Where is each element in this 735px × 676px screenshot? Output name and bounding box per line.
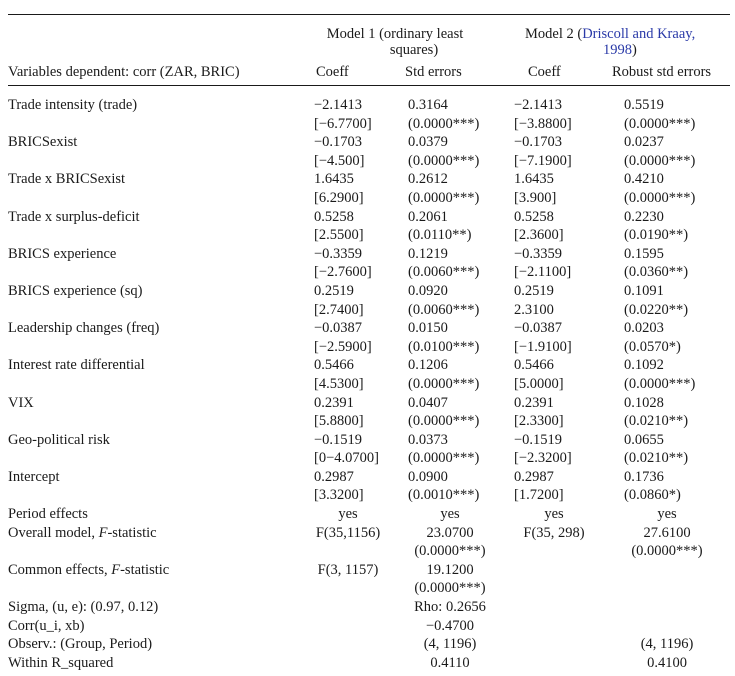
value-model1: 23.0700	[426, 524, 474, 541]
std-error-model2: (0.0210**)	[624, 450, 689, 467]
std-error-model2: (0.0000***)	[624, 115, 696, 132]
table-row	[8, 525, 730, 544]
std-error-model1: (0.0060***)	[408, 264, 480, 281]
std-error-model1: (0.0100***)	[408, 338, 480, 355]
table-row	[8, 413, 730, 432]
std-error-model1: 0.0373	[408, 431, 448, 448]
table-row	[8, 116, 730, 135]
table-row	[8, 153, 730, 172]
table-row	[8, 599, 730, 618]
std-error-model1: 0.2061	[408, 208, 448, 225]
table-row	[8, 543, 730, 562]
col-header-coeff-model1: Coeff	[316, 64, 349, 80]
table-row	[8, 171, 730, 190]
table-row	[8, 302, 730, 321]
model1-title-line1: Model 1 (ordinary least	[326, 26, 464, 42]
model2-title-suffix: )	[632, 42, 637, 58]
row-label: VIX	[8, 394, 34, 411]
coeff-model2: [−7.1900]	[514, 152, 572, 169]
coeff-model2: [1.7200]	[514, 487, 564, 504]
stat-model1	[300, 599, 396, 618]
std-error-model2: (0.0210**)	[624, 413, 689, 430]
coeff-model2: −2.1413	[514, 97, 563, 113]
coeff-model1: [−6.7700]	[314, 115, 372, 132]
row-label	[8, 153, 300, 172]
std-error-model2: (0.0360**)	[624, 264, 689, 281]
row-label: Interest rate differential	[8, 357, 145, 374]
row-label: Observ.: (Group, Period)	[8, 636, 153, 653]
coeff-model1: [6.2900]	[314, 189, 364, 206]
stat-model1	[300, 636, 396, 655]
std-error-model2: 0.5519	[624, 97, 664, 113]
std-error-model2: (0.0000***)	[624, 189, 696, 206]
stat-model2	[504, 618, 604, 637]
coeff-model2: [−2.3200]	[514, 450, 572, 467]
coeff-model2: [−2.1100]	[514, 264, 572, 281]
std-error-model1: (0.0010***)	[408, 487, 480, 504]
coeff-model1: 0.5258	[314, 208, 354, 225]
std-error-model2: 0.1028	[624, 394, 664, 411]
std-error-model1: (0.0000***)	[408, 375, 480, 392]
coeff-model2: [3.900]	[514, 189, 557, 206]
row-label: BRICSexist	[8, 134, 78, 151]
table-row	[8, 227, 730, 246]
std-error-model1: (0.0000***)	[408, 152, 480, 169]
row-label	[8, 227, 300, 246]
row-label-suffix: -statistic	[120, 561, 170, 578]
coeff-model2: −0.1703	[514, 134, 563, 151]
value-model2: 27.6100	[643, 524, 691, 541]
table-row	[8, 655, 730, 674]
coeff-model1: [3.3200]	[314, 487, 364, 504]
top-rule	[8, 14, 730, 15]
value-model1: −0.4700	[425, 617, 475, 634]
value-model1: 0.4110	[430, 654, 470, 671]
row-label-italic: F	[98, 524, 108, 541]
row-label	[8, 116, 300, 135]
std-error-model2: (0.0570*)	[624, 338, 681, 355]
std-error-model1: 0.0379	[408, 134, 448, 151]
coeff-model2: 0.2391	[514, 394, 554, 411]
stat-model2	[504, 599, 604, 618]
value-model2: yes	[657, 506, 677, 523]
coeff-model1: [4.5300]	[314, 375, 364, 392]
row-label	[8, 264, 300, 283]
coeff-model1: 0.2519	[314, 282, 354, 299]
model1-title-line2: squares)	[389, 42, 439, 58]
coeff-model2: 1.6435	[514, 171, 554, 188]
std-error-model2: (0.0190**)	[624, 227, 689, 244]
coeff-model2: [−1.9100]	[514, 338, 572, 355]
row-label-prefix: Overall model,	[8, 524, 99, 541]
coeff-model2: [−3.8800]	[514, 115, 572, 132]
coeff-model2: −0.0387	[514, 320, 563, 337]
stat-model1: yes	[338, 506, 358, 523]
coeff-model2: 0.2987	[514, 468, 554, 485]
value-model1: (0.0000***)	[414, 580, 486, 597]
row-label: Intercept	[8, 468, 60, 485]
row-label	[8, 525, 300, 544]
std-error-model2: 0.2230	[624, 208, 664, 225]
dependent-variable-label: Variables dependent: corr (ZAR, BRIC)	[8, 64, 240, 80]
coeff-model2: 0.5258	[514, 208, 554, 225]
table-row	[8, 357, 730, 376]
std-error-model2: 0.0237	[624, 134, 664, 151]
row-label	[8, 339, 300, 358]
table-row	[8, 580, 730, 599]
std-error-model2: 0.0655	[624, 431, 664, 448]
std-error-model2: 0.1595	[624, 245, 664, 262]
model1-title	[300, 26, 490, 58]
table-row	[8, 320, 730, 339]
coeff-model1: 0.2391	[314, 394, 354, 411]
std-error-model1: 0.3164	[408, 97, 448, 113]
table-row	[8, 395, 730, 414]
coeff-model2: [5.0000]	[514, 375, 564, 392]
stat-model2	[504, 636, 604, 655]
col-header-robust-std-errors: Robust std errors	[612, 64, 712, 80]
value-model2	[604, 618, 730, 637]
row-label	[8, 302, 300, 321]
row-label: Sigma, (u, e): (0.97, 0.12)	[8, 599, 159, 616]
value-model2	[604, 580, 730, 599]
coeff-model1: [−4.500]	[314, 152, 365, 169]
table-row	[8, 487, 730, 506]
value-model1: (4, 1196)	[423, 636, 477, 653]
coeff-model1: 1.6435	[314, 171, 354, 188]
value-model1: Rho: 0.2656	[414, 599, 486, 616]
table-row	[8, 506, 730, 525]
std-error-model1: 0.0150	[408, 320, 448, 337]
row-label: Geo-political risk	[8, 431, 110, 448]
std-error-model2: (0.0220**)	[624, 301, 689, 318]
value-model1: (0.0000***)	[414, 543, 486, 560]
model2-title-prefix: Model 2 (	[525, 26, 583, 42]
std-error-model2: (0.0000***)	[624, 152, 696, 169]
table-row	[8, 376, 730, 395]
col-header-std-errors: Std errors	[405, 64, 462, 80]
table-row	[8, 97, 730, 116]
table-row	[8, 618, 730, 637]
table-row	[8, 450, 730, 469]
row-label	[8, 562, 300, 581]
std-error-model1: (0.0060***)	[408, 301, 480, 318]
std-error-model1: (0.0000***)	[408, 189, 480, 206]
table-row	[8, 246, 730, 265]
coeff-model1: −2.1413	[314, 97, 363, 113]
value-model2: (4, 1196)	[640, 636, 694, 653]
coeff-model1: [2.7400]	[314, 301, 364, 318]
table-row	[8, 264, 730, 283]
stat-model2	[504, 562, 604, 581]
header-rule	[8, 85, 730, 86]
std-error-model1: 0.1206	[408, 357, 448, 374]
value-model1: 19.1200	[426, 561, 474, 578]
row-label	[8, 450, 300, 469]
table-row	[8, 134, 730, 153]
row-label-prefix: Common effects,	[8, 561, 112, 578]
std-error-model1: 0.0900	[408, 468, 448, 485]
row-label: Within R_squared	[8, 654, 114, 671]
row-label: Period effects	[8, 506, 88, 523]
value-model2: (0.0000***)	[631, 543, 703, 560]
row-label: BRICS experience	[8, 245, 117, 262]
row-label	[8, 543, 300, 562]
std-error-model2: 0.1091	[624, 282, 664, 299]
value-model2: 0.4100	[647, 654, 687, 671]
table-row	[8, 283, 730, 302]
stat-model2	[504, 580, 604, 599]
coeff-model1: 0.2987	[314, 468, 354, 485]
stat-model2: yes	[544, 506, 564, 523]
table-row	[8, 432, 730, 451]
coeff-model2: −0.3359	[514, 245, 563, 262]
regression-table-body	[8, 97, 730, 673]
stat-model1	[300, 618, 396, 637]
row-label	[8, 413, 300, 432]
stat-model2: F(35, 298)	[523, 524, 585, 541]
stat-model1	[300, 580, 396, 599]
row-label: Trade x BRICSexist	[8, 171, 126, 188]
value-model2	[604, 562, 730, 581]
coeff-model1: [2.5500]	[314, 227, 364, 244]
std-error-model1: (0.0110**)	[408, 227, 472, 244]
table-row	[8, 562, 730, 581]
coeff-model2: [2.3300]	[514, 413, 564, 430]
std-error-model1: 0.0920	[408, 282, 448, 299]
coeff-model1: 0.5466	[314, 357, 354, 374]
stat-model2	[504, 655, 604, 674]
std-error-model2: 0.1092	[624, 357, 664, 374]
stat-model1: F(35,1156)	[315, 524, 381, 541]
model2-title	[525, 26, 730, 58]
coeff-model2: [2.3600]	[514, 227, 564, 244]
std-error-model2: 0.4210	[624, 171, 664, 188]
table-row	[8, 209, 730, 228]
row-label: Trade x surplus-deficit	[8, 208, 140, 225]
row-label-suffix: -statistic	[107, 524, 157, 541]
model2-title-link[interactable]: Driscoll and Kraay,	[582, 26, 696, 42]
coeff-model1: −0.0387	[314, 320, 363, 337]
row-label-italic: F	[111, 561, 121, 578]
coeff-model1: [−2.5900]	[314, 338, 372, 355]
table-row	[8, 469, 730, 488]
std-error-model2: (0.0000***)	[624, 375, 696, 392]
std-error-model2: (0.0860*)	[624, 487, 681, 504]
row-label	[8, 376, 300, 395]
coeff-model2: 2.3100	[514, 301, 554, 318]
coeff-model1: −0.3359	[314, 245, 363, 262]
value-model2	[604, 599, 730, 618]
row-label: Trade intensity (trade)	[8, 97, 138, 113]
coeff-model1: −0.1703	[314, 134, 363, 151]
stat-model1	[300, 655, 396, 674]
std-error-model1: (0.0000***)	[408, 413, 480, 430]
table-row	[8, 339, 730, 358]
stat-model2	[504, 543, 604, 562]
row-label: BRICS experience (sq)	[8, 282, 143, 299]
row-label	[8, 487, 300, 506]
coeff-model1: [0−4.0700]	[314, 450, 379, 467]
model2-title-link-year[interactable]: 1998	[603, 42, 632, 58]
row-label	[8, 580, 300, 599]
std-error-model2: 0.1736	[624, 468, 664, 485]
std-error-model1: 0.0407	[408, 394, 448, 411]
std-error-model1: (0.0000***)	[408, 115, 480, 132]
col-header-coeff-model2: Coeff	[528, 64, 561, 80]
stat-model1	[300, 543, 396, 562]
coeff-model1: [5.8800]	[314, 413, 364, 430]
coeff-model1: [−2.7600]	[314, 264, 372, 281]
row-label	[8, 190, 300, 209]
table-row	[8, 190, 730, 209]
coeff-model2: 0.2519	[514, 282, 554, 299]
std-error-model1: (0.0000***)	[408, 450, 480, 467]
row-label: Leadership changes (freq)	[8, 320, 160, 337]
std-error-model2: 0.0203	[624, 320, 664, 337]
stat-model1: F(3, 1157)	[317, 561, 379, 578]
std-error-model1: 0.2612	[408, 171, 448, 188]
coeff-model1: −0.1519	[314, 431, 363, 448]
std-error-model1: 0.1219	[408, 245, 448, 262]
regression-table	[8, 97, 730, 673]
value-model1: yes	[440, 506, 460, 523]
row-label: Corr(u_i, xb)	[8, 617, 85, 634]
coeff-model2: −0.1519	[514, 431, 563, 448]
table-row	[8, 636, 730, 655]
coeff-model2: 0.5466	[514, 357, 554, 374]
